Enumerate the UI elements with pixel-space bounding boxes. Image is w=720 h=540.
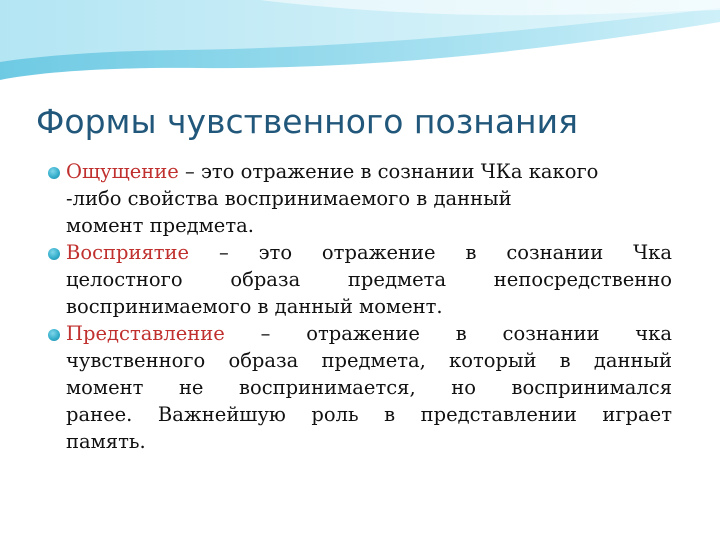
bullet-line: ранее. Важнейшую роль в представлении играет [66,403,672,426]
bullet-item-representation [48,320,672,455]
bullet-dot-icon [48,167,60,179]
bullet-line: -либо свойства воспринимаемого в данный [66,187,512,210]
definition-text: – это отражение в сознании ЧКа какого [178,160,599,183]
bullet-line: момент предмета. [66,214,254,237]
bullet-line: момент не воспринимается, но воспринимался [66,376,672,399]
bullet-line [66,239,672,266]
bullet-dot-icon [48,248,60,260]
bullet-dot-icon [48,329,60,341]
term-perception: Восприятие [66,241,190,264]
term-representation: Представление [66,322,225,345]
bullet-line: целостного образа предмета непосредственно [66,268,672,291]
bullet-list [48,158,672,455]
bullet-item-perception [48,239,672,320]
definition-text: – отражение в сознании чка [224,322,672,345]
term-sensation: Ощущение [66,160,179,183]
bullet-item-sensation [48,158,672,239]
wave-decoration [0,0,720,90]
definition-text: – это отражение в сознании Чка [189,241,672,264]
slide-title: Формы чувственного познания [36,102,578,141]
bullet-line: воспринимаемого в данный момент. [66,295,443,318]
bullet-line [66,320,672,347]
bullet-line [66,158,672,185]
bullet-line: память. [66,430,146,453]
bullet-line: чувственного образа предмета, который в данный [66,349,672,372]
